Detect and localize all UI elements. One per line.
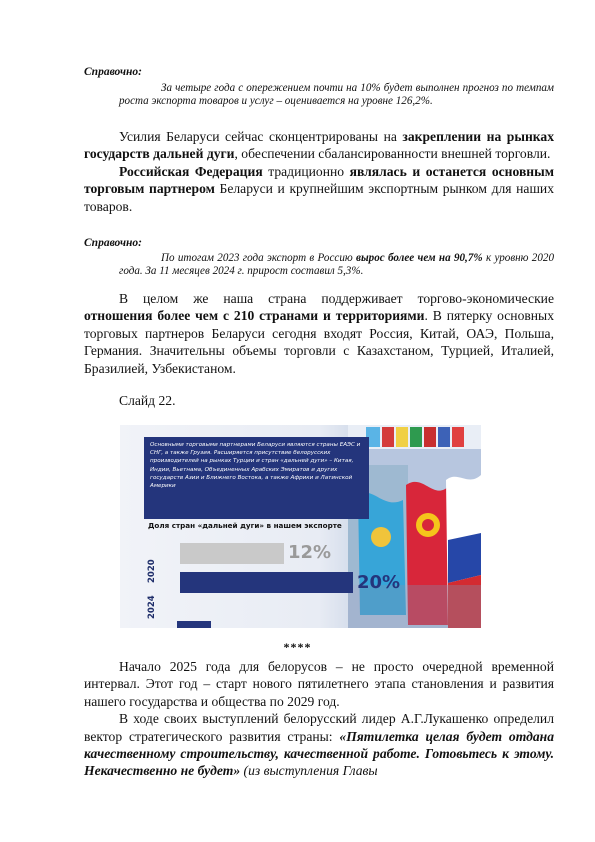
p5-text-c: (из выступления Главы <box>240 763 378 779</box>
reference-note-2 <box>84 252 554 279</box>
slide-22-image <box>120 425 481 628</box>
p3-bold: отношения более чем с 210 странами и территориями <box>84 308 425 324</box>
slide-info-box: Основными торговыми партнерами Беларуси являются страны ЕАЭС и СНГ, а также Грузия. Расширяется присутствие белорусских производителей на рынках Турции и стран «дальней дуги» – Китая, Индии, Вьетнама, Объединенных Арабских Эмиратов и других государств Азии и Ближнего Востока, а также Африки и Латинской Америки <box>144 437 369 519</box>
reference-label: Справочно: <box>84 66 143 78</box>
p1-bold: закреплении на рынках государств дальней дуги <box>84 129 554 162</box>
p3-text-c: . В пятерку основных торговых партнеров Беларуси сегодня входят Россия, Китай, ОАЭ, Польша, Германия. Значительны объемы торговли с Казахстаном, Турцией, Италией, Бразилией, Узбекистаном. <box>84 308 554 376</box>
p5-quote: «Пятилетка целая будет отдана качественному строительству, качественной работе. Готовьтесь к этому. Некачественно не будет» <box>84 728 554 779</box>
paragraph-5 <box>84 710 554 780</box>
p2-text-b: традиционно <box>262 163 350 179</box>
p3-text-a: В целом же наша страна поддерживает торгово-экономические <box>119 291 554 306</box>
reference-note <box>84 82 554 109</box>
bar-value-2020: 12% <box>288 542 332 563</box>
reference-block-2 <box>84 237 554 279</box>
paragraph-1 <box>84 128 554 215</box>
section-separator: **** <box>283 640 312 654</box>
note2-text-a: По итогам 2023 года экспорт в Россию <box>161 251 357 264</box>
note2-text-c: к уровню 2020 года. За 11 месяцев 2024 г. прирост составил 5,3%. <box>119 251 554 278</box>
year-label-2024: 2024 <box>147 595 157 619</box>
p2-bold-c: являлась и останется основным торговым партнером <box>84 163 554 197</box>
chart-title: Доля стран «дальней дуги» в нашем экспорте <box>148 521 342 530</box>
bar-value-2024: 20% <box>357 572 401 593</box>
reference-label-2: Справочно: <box>84 237 143 249</box>
bar-2020 <box>180 543 284 564</box>
p5-text-a: В ходе своих выступлений белорусский лидер А.Г.Лукашенко определил вектор стратегического развития страны: <box>84 711 554 744</box>
year-label-2020: 2020 <box>147 559 157 583</box>
paragraph-4 <box>84 658 554 780</box>
p4-text: Начало 2025 года для белорусов – не просто очередной временной интервал. Этот год – старт нового пятилетнего этапа становления и развития нашего государства и общества по 2029 год. <box>84 659 554 709</box>
p2-text-d: Беларуси и крупнейшим экспортным рынком для наших товаров. <box>84 181 555 214</box>
p2-bold-a: Российская Федерация <box>119 163 263 179</box>
reference-block-1 <box>84 66 554 109</box>
note2-bold: вырос более чем на 90,7% <box>356 251 483 264</box>
p1-text-c: , обеспечении сбалансированности внешней торговли. <box>234 146 551 162</box>
reference-note-text: За четыре года с опережением почти на 10% будет выполнен прогноз по темпам роста экспорта товаров и услуг – оценивается на уровне 126,2%. <box>119 81 554 108</box>
slide-label: Слайд 22. <box>119 393 176 408</box>
bar-2024 <box>180 572 353 593</box>
slide-bottom-tab <box>177 621 211 628</box>
p1-text-a: Усилия Беларуси сейчас сконцентрированы на <box>119 129 403 144</box>
paragraph-3 <box>84 290 554 377</box>
